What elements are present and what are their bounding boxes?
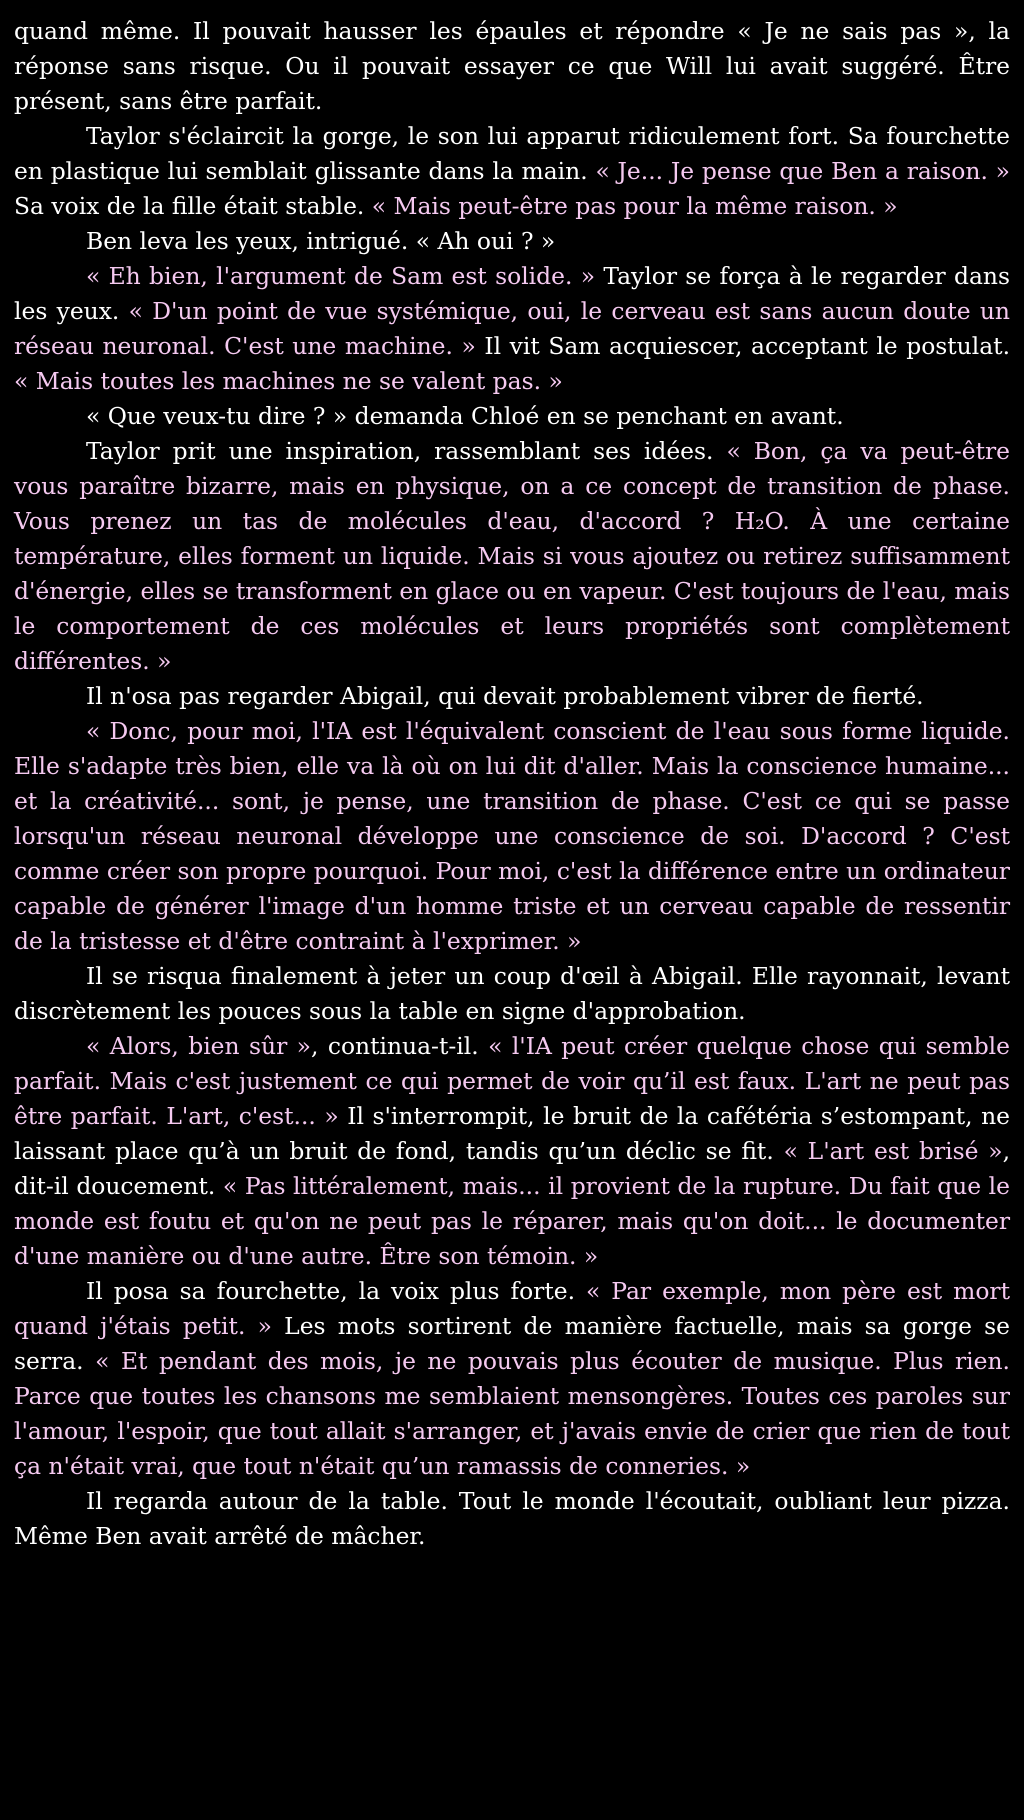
narration-text: Sa voix de la fille était stable. (14, 192, 372, 220)
paragraph (14, 959, 1010, 1029)
paragraph (14, 434, 1010, 679)
narration-text: quand même. Il pouvait hausser les épaules et répondre « Je ne sais pas », la réponse sans risque. Ou il pouvait essayer ce que Will lui avait suggéré. Être présent, sans être parfait. (14, 17, 1010, 115)
dialogue-text: « Bon, ça va peut-être vous paraître bizarre, mais en physique, on a ce concept de transition de phase. Vous prenez un tas de molécules d'eau, d'accord ? H₂O. À une certaine température, elles forment un liquide. Mais si vous ajoutez ou retirez suffisamment d'énergie, elles se transforment en glace ou en vapeur. C'est toujours de l'eau, mais le comportement de ces molécules et leurs propriétés sont complètement différentes. » (14, 437, 1010, 675)
dialogue-text: « Eh bien, l'argument de Sam est solide. » (86, 262, 596, 290)
paragraph (14, 1029, 1010, 1274)
dialogue-text: « Mais toutes les machines ne se valent pas. » (14, 367, 563, 395)
dialogue-text: « l'IA peut créer quelque chose qui semble parfait. Mais c'est justement ce qui permet de voir qu’il est faux. L'art ne peut pas être parfait. L'art, c'est... » (14, 1032, 1010, 1130)
paragraph (14, 14, 1010, 119)
paragraph (14, 679, 1010, 714)
dialogue-text: « Et pendant des mois, je ne pouvais plus écouter de musique. Plus rien. Parce que toutes les chansons me semblaient mensongères. Toutes ces paroles sur l'amour, l'espoir, que tout allait s'arranger, et j'avais envie de crier que rien de tout ça n'était vrai, que tout n'était qu’un ramassis de conneries. » (14, 1347, 1010, 1480)
paragraph (14, 1484, 1010, 1554)
dialogue-text: « D'un point de vue systémique, oui, le cerveau est sans aucun doute un réseau neuronal. C'est une machine. » (14, 297, 1010, 360)
narration-text: Il regarda autour de la table. Tout le monde l'écoutait, oubliant leur pizza. Même Ben avait arrêté de mâcher. (14, 1487, 1010, 1550)
narration-text: Taylor se força à le regarder dans les yeux. (14, 262, 1010, 325)
narration-text: Il vit Sam acquiescer, acceptant le postulat. (475, 332, 1011, 360)
dialogue-text: « Mais peut-être pas pour la même raison. » (371, 192, 898, 220)
paragraph (14, 259, 1010, 399)
narration-text: Il n'osa pas regarder Abigail, qui devait probablement vibrer de fierté. (86, 682, 924, 710)
dialogue-text: « Pas littéralement, mais... il provient de la rupture. Du fait que le monde est foutu et qu'on ne peut pas le réparer, mais qu'on doit... le documenter d'une manière ou d'une autre. Être son témoin. » (14, 1172, 1010, 1270)
narration-text: Ben leva les yeux, intrigué. « Ah oui ? » (86, 227, 556, 255)
paragraph (14, 119, 1010, 224)
narration-text: Il se risqua finalement à jeter un coup d'œil à Abigail. Elle rayonnait, levant discrètement les pouces sous la table en signe d'approbation. (14, 962, 1010, 1025)
narration-text: Taylor prit une inspiration, rassemblant ses idées. (86, 437, 727, 465)
paragraph (14, 399, 1010, 434)
paragraph (14, 1274, 1010, 1484)
dialogue-text: « Alors, bien sûr » (86, 1032, 311, 1060)
paragraph (14, 224, 1010, 259)
narration-text: , continua-t-il. (311, 1032, 489, 1060)
narration-text: Il s'interrompit, le bruit de la cafétéria s’estompant, ne laissant place qu’à un bruit de fond, tandis qu’un déclic se fit. (14, 1102, 1010, 1165)
dialogue-text: « L'art est brisé » (783, 1137, 1003, 1165)
narration-text: , dit-il doucement. (14, 1137, 1010, 1200)
dialogue-text: « Par exemple, mon père est mort quand j'étais petit. » (14, 1277, 1010, 1340)
narration-text: Il posa sa fourchette, la voix plus forte. (86, 1277, 587, 1305)
dialogue-text: « Donc, pour moi, l'IA est l'équivalent conscient de l'eau sous forme liquide. Elle s'adapte très bien, elle va là où on lui dit d'aller. Mais la conscience humaine... et la créativité... sont, je pense, une transition de phase. C'est ce qui se passe lorsqu'un réseau neuronal développe une conscience de soi. D'accord ? C'est comme créer son propre pourquoi. Pour moi, c'est la différence entre un ordinateur capable de générer l'image d'un homme triste et un cerveau capable de ressentir de la tristesse et d'être contraint à l'exprimer. » (14, 717, 1010, 955)
dialogue-text: « Je... Je pense que Ben a raison. » (595, 157, 1010, 185)
narration-text: Taylor s'éclaircit la gorge, le son lui apparut ridiculement fort. Sa fourchette en plastique lui semblait glissante dans la main. (14, 122, 1010, 185)
narration-text: Les mots sortirent de manière factuelle, mais sa gorge se serra. (14, 1312, 1010, 1375)
narration-text: « Que veux-tu dire ? » demanda Chloé en se penchant en avant. (86, 402, 844, 430)
paragraph (14, 714, 1010, 959)
